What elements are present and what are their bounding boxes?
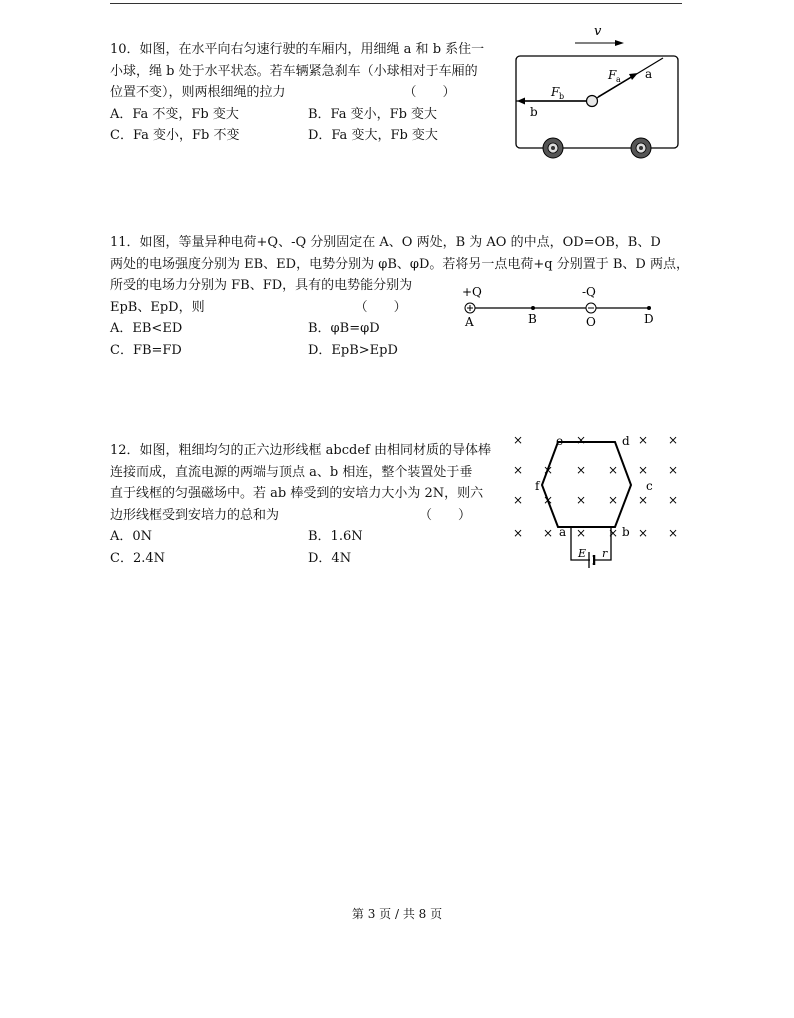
q12-option-c[interactable]: C．2.4N <box>110 550 165 566</box>
q11-option-c[interactable]: C．FB=FD <box>110 342 182 358</box>
force-b-subscript: b <box>559 92 565 101</box>
q12-answer-paren: （ ） <box>419 507 472 523</box>
field-cross-icon: × <box>575 493 587 507</box>
q10-stem-line1: 10．如图，在水平向右匀速行驶的车厢内，用细绳 a 和 b 系住一 <box>110 42 485 57</box>
internal-resistance-label: r <box>602 547 608 560</box>
q10-option-c[interactable]: C．Fa 变小，Fb 不变 <box>110 128 240 143</box>
question-12 <box>110 440 508 569</box>
q12-options <box>110 526 508 569</box>
velocity-label: v <box>594 24 602 39</box>
field-cross-icon: × <box>637 526 649 540</box>
q12-stem-line4-text: 边形线框受到安培力的总和为 <box>110 507 280 523</box>
q11-option-a[interactable]: A．EB<ED <box>110 321 183 336</box>
field-cross-icon: × <box>575 463 587 477</box>
force-a-arrowhead <box>629 73 638 80</box>
force-b-arrowhead <box>517 98 525 105</box>
force-a-label: F <box>608 68 617 82</box>
hanging-ball <box>587 96 598 107</box>
q10-option-b[interactable]: B．Fa 变小，Fb 变大 <box>308 106 438 122</box>
question-10 <box>110 39 508 147</box>
point-o-label: O <box>586 315 596 329</box>
q11-answer-paren: （ ） <box>354 299 407 315</box>
q12-stem-line4 <box>110 505 508 527</box>
vertex-b-label: b <box>622 525 630 539</box>
q12-stem-line1: 12．如图，粗细均匀的正六边形线框 abcdef 由相同材质的导体棒 <box>110 443 491 458</box>
point-d-dot <box>647 306 651 310</box>
q10-answer-paren: （ ） <box>403 85 456 100</box>
field-cross-icon: × <box>667 463 679 477</box>
field-cross-icon: × <box>575 526 587 540</box>
point-d-label: D <box>644 312 654 326</box>
point-b-label: B <box>528 312 537 326</box>
q12-option-a[interactable]: A．0N <box>110 529 153 544</box>
q10-stem-line3-text: 位置不变），则两根细绳的拉力 <box>110 85 286 100</box>
vertex-c-label: c <box>646 479 653 493</box>
field-cross-icon: × <box>667 526 679 540</box>
field-cross-icon: × <box>542 493 554 507</box>
rope-b-label: b <box>530 105 538 119</box>
field-cross-icon: × <box>542 463 554 477</box>
plus-q-label: +Q <box>462 285 482 299</box>
q12-hexagon-circuit-figure <box>505 430 690 580</box>
q12-option-d[interactable]: D．4N <box>308 550 352 566</box>
q11-stem-line1: 11．如图，等量异种电荷+Q、-Q 分别固定在 A、O 两处，B 为 AO 的中点，OD=OB，B、D <box>110 235 661 250</box>
negative-charge-icon <box>586 303 596 313</box>
q11-charges-figure <box>455 283 670 333</box>
field-cross-icon: × <box>542 526 554 540</box>
header-rule <box>110 3 682 4</box>
rope-a-label: a <box>645 67 653 81</box>
vertex-e-label: e <box>556 434 564 448</box>
field-cross-icon: × <box>512 493 524 507</box>
q10-stem-line2: 小球，绳 b 处于水平状态。若车辆紧急刹车（小球相对于车厢的 <box>110 63 478 79</box>
q11-option-b[interactable]: B．φB=φD <box>308 321 380 336</box>
q11-stem-line3: 所受的电场力分别为 FB、FD，具有的电势能分别为 <box>110 278 413 293</box>
field-cross-icon: × <box>512 463 524 477</box>
field-cross-icon: × <box>667 433 679 447</box>
field-cross-icon: × <box>607 526 619 540</box>
field-cross-icon: × <box>637 493 649 507</box>
q12-option-b[interactable]: B．1.6N <box>308 529 363 544</box>
positive-charge-icon <box>465 303 475 313</box>
velocity-arrowhead <box>615 40 624 46</box>
page-footer: 第 3 页 / 共 8 页 <box>351 907 443 921</box>
field-cross-icon: × <box>637 463 649 477</box>
q12-stem-line2: 连接而成，直流电源的两端与顶点 a、b 相连，整个装置处于垂 <box>110 464 473 480</box>
q11-stem-line2: 两处的电场强度分别为 EB、ED，电势分别为 φB、φD。若将另一点电荷+q 分别置于 B、D 两点， <box>110 256 689 272</box>
right-wheel <box>631 138 651 158</box>
q10-option-a[interactable]: A．Fa 不变，Fb 变大 <box>110 106 239 122</box>
q11-stem-line4-text: EpB、EpD，则 <box>110 299 205 315</box>
field-cross-icon: × <box>575 433 587 447</box>
field-cross-icon: × <box>512 433 524 447</box>
point-a-label: A <box>465 315 474 329</box>
field-cross-icon: × <box>667 493 679 507</box>
q10-option-d[interactable]: D．Fa 变大，Fb 变大 <box>308 128 438 143</box>
q12-stem-line3: 直于线框的匀强磁场中。若 ab 棒受到的安培力大小为 2N，则六 <box>110 486 484 501</box>
force-b-label: F <box>551 85 560 99</box>
force-a-subscript: a <box>616 75 621 84</box>
minus-q-label: -Q <box>582 285 596 299</box>
left-wheel <box>543 138 563 158</box>
field-cross-icon: × <box>607 493 619 507</box>
vertex-d-label: d <box>622 434 630 448</box>
field-cross-icon: × <box>512 526 524 540</box>
vertex-a-label: a <box>559 525 567 539</box>
q10-stem-line3 <box>110 82 508 104</box>
field-cross-icon: × <box>637 433 649 447</box>
q10-train-car-figure <box>508 22 688 162</box>
emf-label: E <box>578 547 587 560</box>
q10-options <box>110 104 508 147</box>
vertex-f-label: f <box>535 479 540 493</box>
hexagon-frame <box>542 442 631 527</box>
q11-option-d[interactable]: D．EpB>EpD <box>308 342 398 358</box>
field-cross-icon: × <box>607 463 619 477</box>
point-b-dot <box>531 306 535 310</box>
